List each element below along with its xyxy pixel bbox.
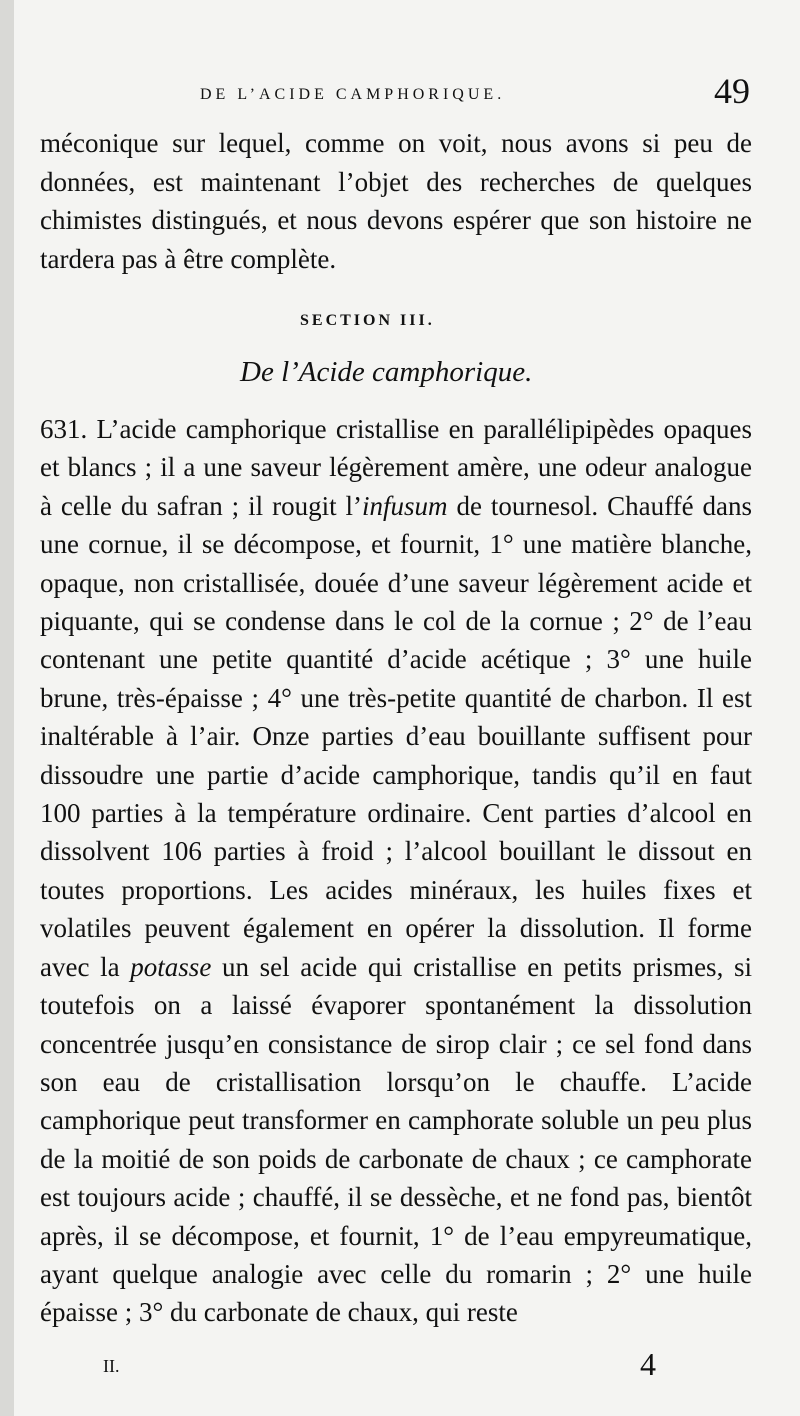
page-number: 49 bbox=[714, 71, 750, 111]
continued-paragraph: méconique sur lequel, comme on voit, nous avons si peu de données, est maintenant l’objet des recherches de quelques chimistes distingués, et nous devons espérer que son histoire ne tardera pas à être complète. bbox=[40, 128, 752, 274]
gathering-mark: 4 bbox=[640, 1346, 656, 1382]
running-title: DE L’ACIDE CAMPHORIQUE. bbox=[200, 86, 506, 103]
paragraph-text-part-3: un sel acide qui cristallise en petits prismes, si toutefois on a laissé évaporer spontanément la dissolution concentrée jusqu’en consistance de sirop clair ; ce sel fond dans son eau de cristallisation lorsqu’on le chauffe. L’acide camphorique peut transformer en camphorate soluble un peu plus de la moitié de son poids de carbonate de chaux ; ce camphorate est toujours acide ; chauffé, il se dessèche, et ne fond pas, bientôt après, il se décompose, et fournit, 1° de l’eau empyreumatique, ayant quelque analogie avec celle du romarin ; 2° une huile épaisse ; 3° du carbonate de chaux, qui reste bbox=[40, 951, 752, 1328]
paragraph-text-part-2: de tournesol. Chauffé dans une cornue, il se décompose, et fournit, 1° une matière blanche, opaque, non cristallisée, douée d’une saveur légèrement acide et piquante, qui se condense dans le col de la cornue ; 2° de l’eau contenant une petite quantité d’acide acétique ; 3° une huile brune, très-épaisse ; 4° une très-petite quantité de charbon. Il est inaltérable à l’air. Onze parties d’eau bouillante suffisent pour dissoudre une partie d’acide camphorique, tandis qu’il en faut 100 parties à la température ordinaire. Cent parties d’alcool en dissolvent 106 parties à froid ; l’alcool bouillant le dissout en toutes proportions. Les acides minéraux, les huiles fixes et volatiles peuvent également en opérer la dissolution. Il forme avec la bbox=[40, 490, 752, 982]
section-title: De l’Acide camphorique. bbox=[240, 356, 533, 388]
italic-term-potasse: potasse bbox=[130, 951, 212, 982]
section-label: SECTION III. bbox=[300, 312, 435, 329]
signature-mark: II. bbox=[103, 1356, 120, 1376]
paragraph-text-part-1: L’acide camphorique cristallise en parallélipipèdes opaques et blancs ; il a une saveur légèrement amère, une odeur analogue à celle du safran ; il rougit l’ bbox=[40, 414, 752, 521]
page-edge bbox=[0, 0, 14, 1416]
paragraph-number: 631. bbox=[40, 414, 88, 444]
section-paragraph bbox=[40, 410, 752, 1332]
italic-term-infusum: infusum bbox=[362, 490, 448, 521]
